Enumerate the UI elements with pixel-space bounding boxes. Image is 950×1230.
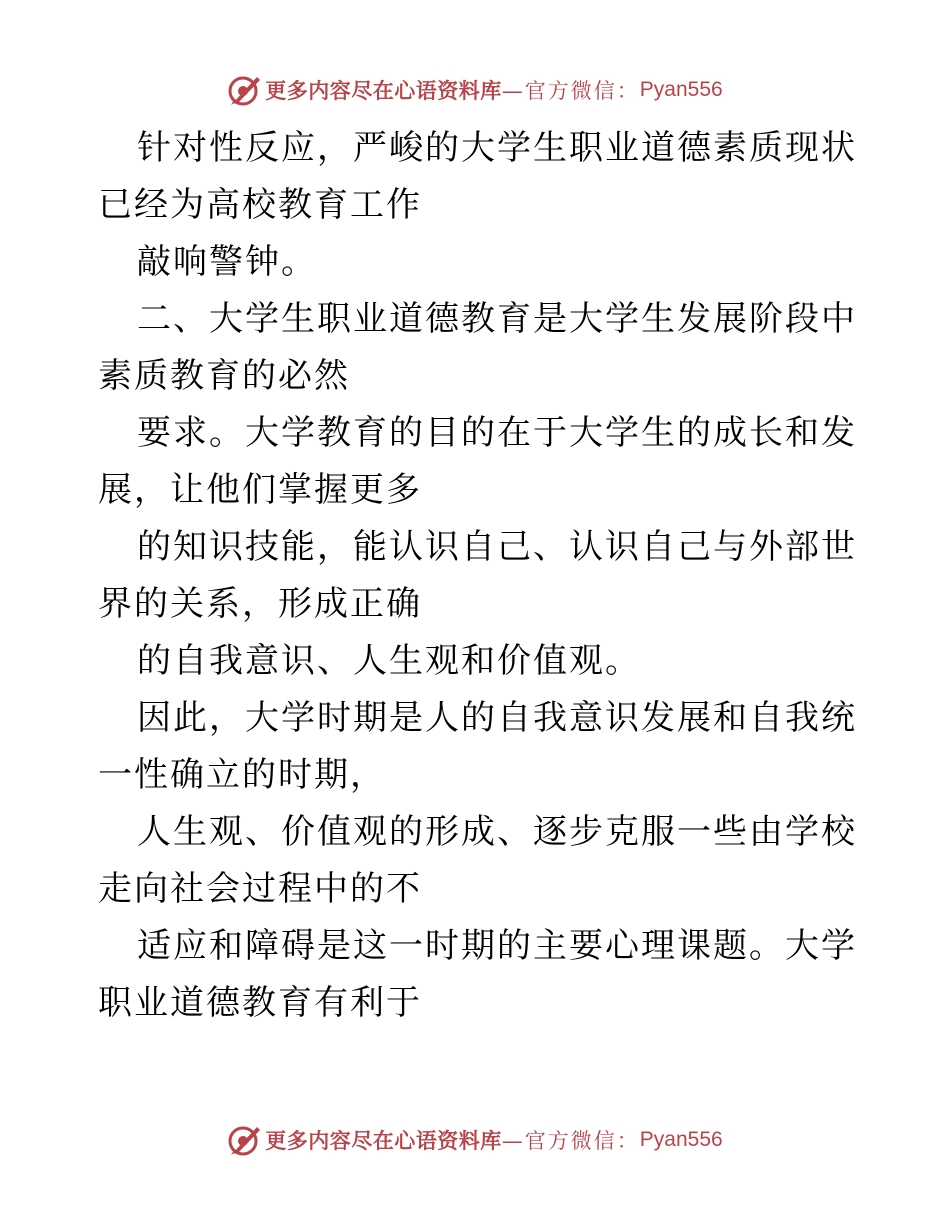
paragraph: 针对性反应，严峻的大学生职业道德素质现状已经为高校教育工作 xyxy=(98,128,857,225)
paragraph: 敲响警钟。 xyxy=(137,242,317,282)
paragraph: 的自我意识、人生观和价值观。 xyxy=(137,641,641,681)
paragraph: 适应和障碍是这一时期的主要心理课题。大学职业道德教育有利于 xyxy=(98,926,857,1023)
paragraph: 因此，大学时期是人的自我意识发展和自我统一性确立的时期， xyxy=(98,698,857,795)
watermark-text: 更多内容尽在心语资料库 xyxy=(265,78,502,103)
pen-logo-icon xyxy=(227,1123,261,1157)
paragraph: 二、大学生职业道德教育是大学生发展阶段中素质教育的必然 xyxy=(98,299,857,396)
document-body xyxy=(98,120,858,1032)
watermark-separator: —官方微信： xyxy=(501,79,640,103)
watermark-text: 更多内容尽在心语资料库 xyxy=(265,1128,502,1153)
watermark-separator: —官方微信： xyxy=(501,1129,640,1153)
paragraph: 的知识技能，能认识自己、认识自己与外部世界的关系，形成正确 xyxy=(98,527,857,624)
header-watermark xyxy=(0,70,950,110)
pen-logo-icon xyxy=(227,73,261,107)
footer-watermark xyxy=(0,1120,950,1160)
paragraph: 人生观、价值观的形成、逐步克服一些由学校走向社会过程中的不 xyxy=(98,812,857,909)
paragraph: 要求。大学教育的目的在于大学生的成长和发展，让他们掌握更多 xyxy=(98,413,857,510)
watermark-wechat-id: Pyan556 xyxy=(639,1128,723,1151)
watermark-wechat-id: Pyan556 xyxy=(639,78,723,101)
